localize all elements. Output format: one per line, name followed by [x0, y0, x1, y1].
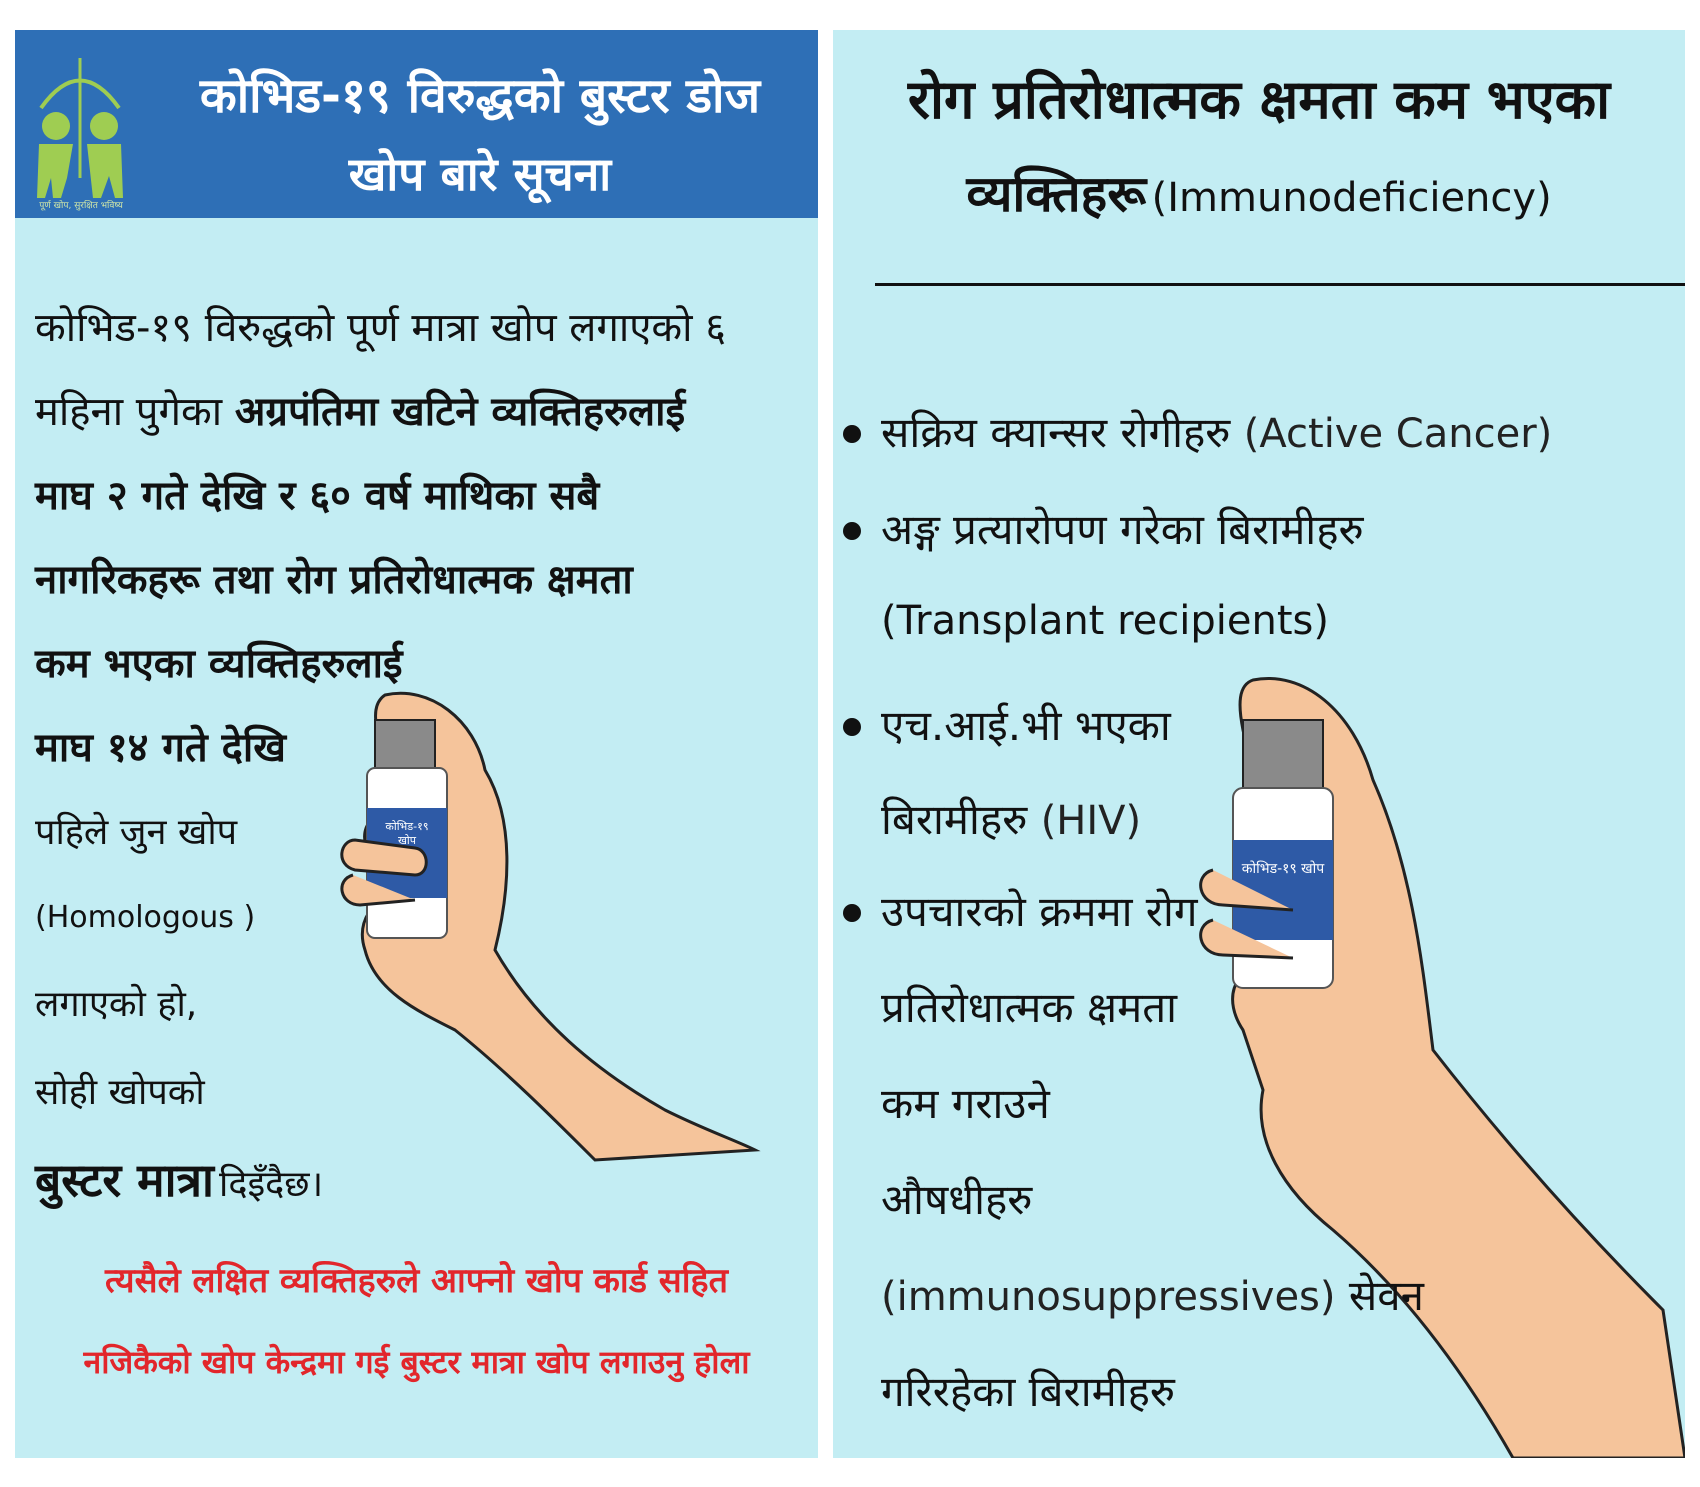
- title-divider: [875, 283, 1685, 286]
- poster-title-line1: कोभिड-१९ विरुद्धको बुस्टर डोज: [199, 68, 761, 124]
- body-line-11: [35, 1148, 323, 1210]
- body-line-3: माघ २ गते देखि र ६० वर्ष माथिका सबै: [35, 473, 600, 519]
- right-title-np: व्यक्तिहरू: [966, 165, 1147, 223]
- item3-en: (HIV): [1040, 798, 1142, 844]
- list-item-transplant: अङ्ग प्रत्यारोपण गरेका बिरामीहरु: [881, 505, 1364, 554]
- item1-np: सक्रिय क्यान्सर रोगीहरु: [881, 408, 1231, 457]
- child-health-logo: [21, 48, 139, 208]
- item4-np5: सेवन: [1348, 1271, 1424, 1320]
- bullet-2: [843, 522, 861, 540]
- body-line-2: [35, 382, 685, 437]
- bullet-3: [843, 718, 861, 736]
- item3-line2: [881, 790, 1141, 847]
- item4-en: (immunosuppressives): [881, 1274, 1336, 1320]
- hand-holding-vial-illustration: [1183, 670, 1685, 1458]
- vial-label: कोभिड-१९ खोप: [1241, 861, 1325, 877]
- item1-en: (Active Cancer): [1243, 411, 1553, 457]
- booster-notice-poster: [15, 30, 818, 1458]
- item4-line5: [881, 1266, 1424, 1323]
- list-item-immunosuppressive: उपचारको क्रममा रोग: [881, 887, 1198, 936]
- list-item-hiv: एच.आई.भी भएका: [881, 701, 1171, 750]
- right-title-en: (Immunodeficiency): [1151, 175, 1552, 221]
- item4-line2: प्रतिरोधात्मक क्षमता: [881, 983, 1178, 1032]
- bullet-1: [843, 425, 861, 443]
- body-line-9: लगाएको हो,: [35, 984, 198, 1025]
- body-line-5: कम भएका व्यक्तिहरुलाई: [35, 641, 403, 687]
- body-line-6: माघ १४ गते देखि: [35, 725, 286, 771]
- body-line-4: नागरिकहरू तथा रोग प्रतिरोधात्मक क्षमता: [35, 557, 633, 603]
- body-line-11b: दिइँदैछ।: [219, 1164, 324, 1205]
- notice-red-line2: नजिकैको खोप केन्द्रमा गई बुस्टर मात्रा खोप लगाउनु होला: [83, 1343, 750, 1381]
- body-line-7: पहिले जुन खोप: [35, 812, 238, 853]
- body-line-10: सोही खोपको: [35, 1072, 205, 1113]
- right-title-line2: [833, 158, 1685, 226]
- immunodeficiency-poster: [833, 30, 1685, 1458]
- poster-title-line2: खोप बारे सूचना: [348, 147, 612, 201]
- item3-np2: बिरामीहरु: [881, 795, 1028, 844]
- item4-line6: गरिरहेका बिरामीहरु: [881, 1367, 1175, 1416]
- vial-label: कोभिड-१९ खोप: [385, 820, 429, 847]
- body-line-1: कोभिड-१९ विरुद्धको पूर्ण मात्रा खोप लगाएको ६: [35, 305, 727, 351]
- item2-en: (Transplant recipients): [881, 598, 1329, 644]
- notice-red-line1: त्यसैले लक्षित व्यक्तिहरुले आफ्नो खोप कार्ड सहित: [105, 1261, 728, 1301]
- item4-line3: कम गराउने: [881, 1079, 1050, 1128]
- hand-holding-vial-illustration: [335, 690, 815, 1190]
- bullet-4: [843, 904, 861, 922]
- item4-line4: औषधीहरु: [881, 1175, 1033, 1224]
- list-item-active-cancer: [881, 403, 1552, 460]
- logo-caption: पूर्ण खोप, सुरक्षित भविष्य: [39, 201, 123, 211]
- body-line-2a: महिना पुगेका: [35, 389, 223, 435]
- right-title-line1: रोग प्रतिरोधात्मक क्षमता कम भएका: [907, 68, 1611, 131]
- body-line-2b: अग्रपंतिमा खटिने व्यक्तिहरुलाई: [234, 389, 686, 435]
- poster-header: [15, 30, 818, 218]
- booster-emphasis: बुस्टर मात्रा: [35, 1153, 214, 1207]
- body-line-8: (Homologous ): [35, 900, 256, 935]
